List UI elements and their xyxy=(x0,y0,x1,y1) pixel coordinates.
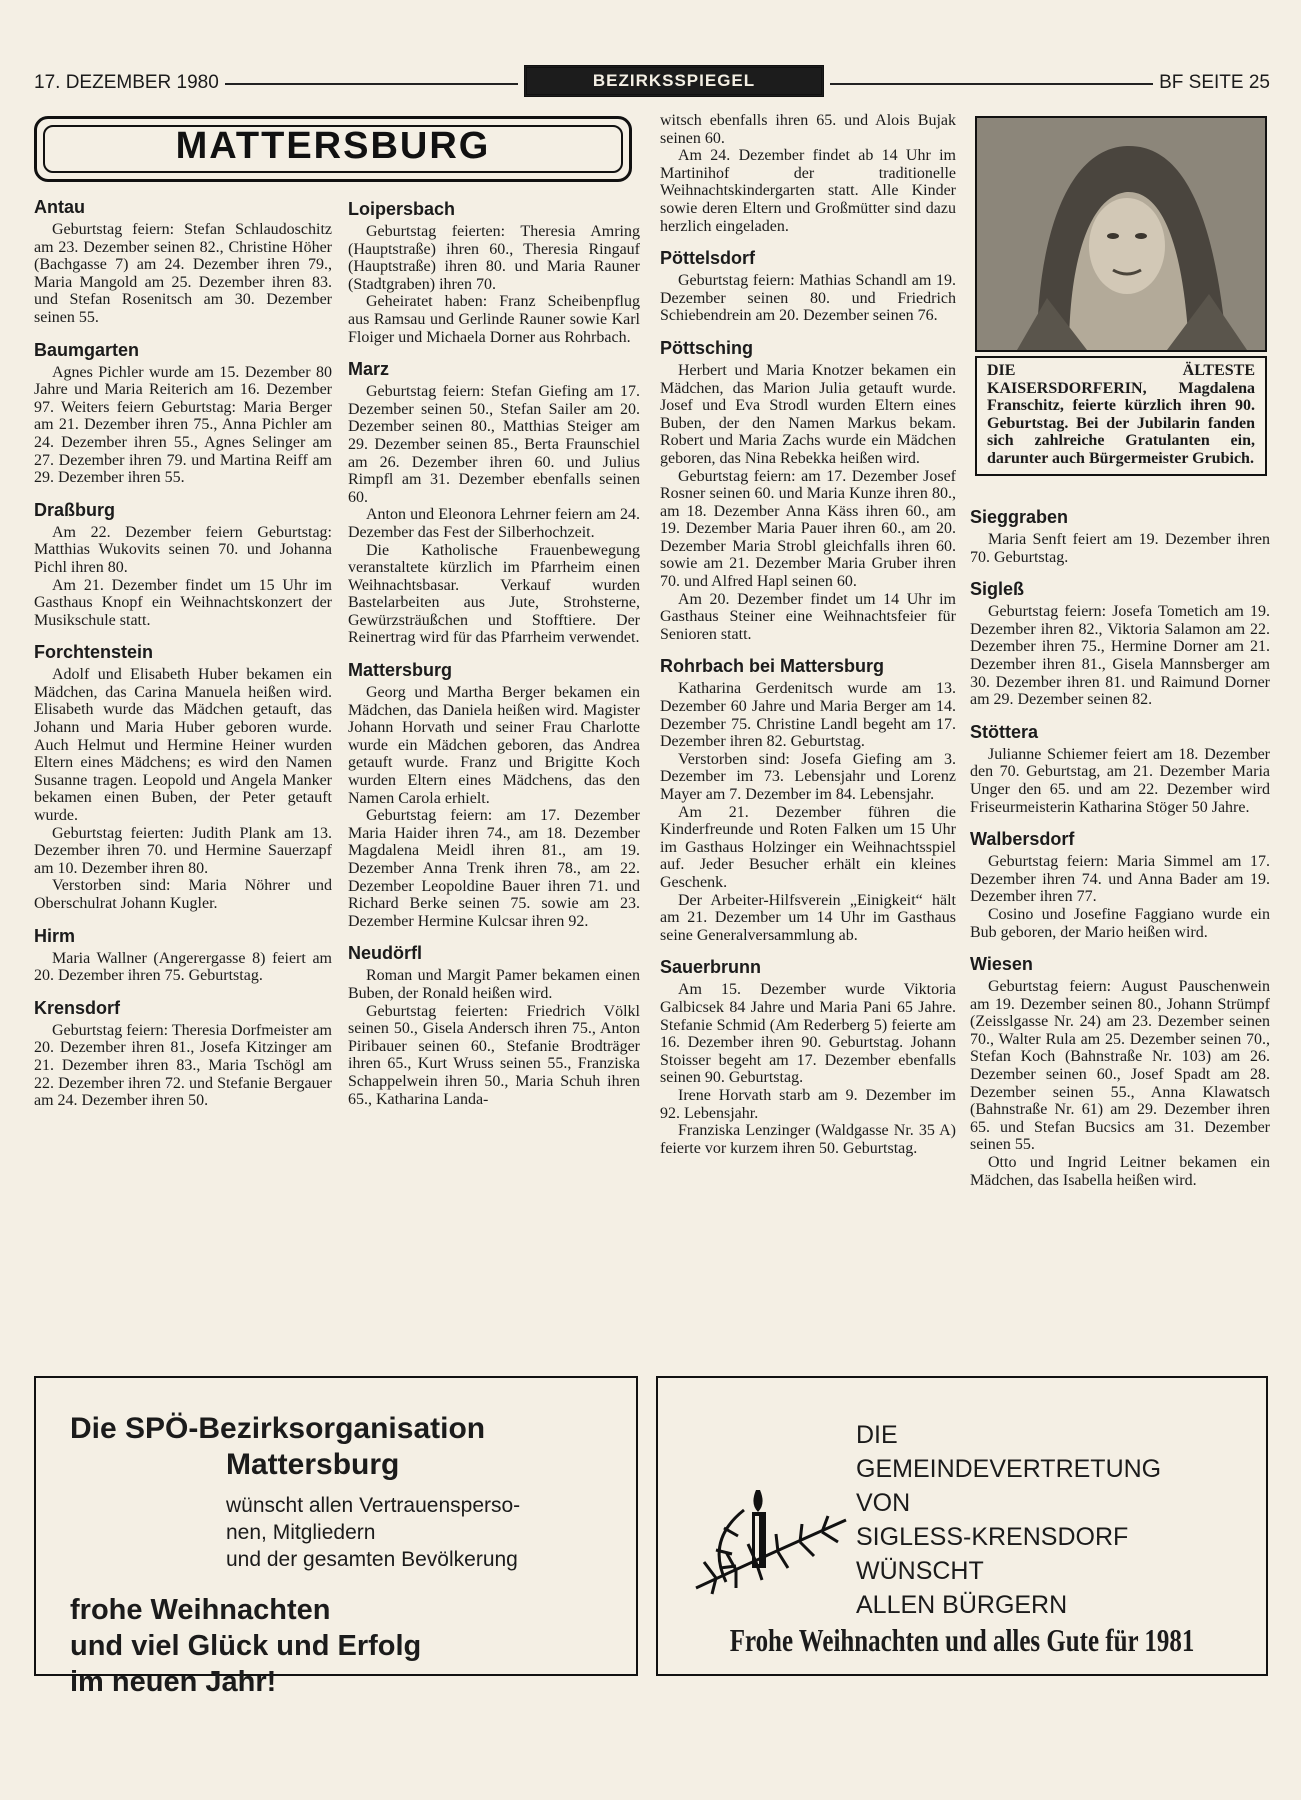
article-forchtenstein xyxy=(34,641,332,912)
ad-right-lines xyxy=(856,1418,1161,1622)
column-2 xyxy=(348,198,640,1120)
article-heading: Krensdorf xyxy=(34,997,121,1018)
article-paragraph: Otto und Ingrid Leitner bekamen ein Mädchen, das Isabella heißen wird. xyxy=(970,1154,1270,1189)
article-paragraph: Geburtstag feiern: Theresia Dorfmeister am 20. Dezember ihren 81., Josefa Kitzinger am 21. Dezember ihren 83., Maria Tschögl am 22. Dezember ihren 72. und Stefanie Bergauer am 24. Dezember ihren 50. xyxy=(34,1021,332,1110)
article-sauerbrunn xyxy=(660,956,956,1157)
article-paragraph: Am 22. Dezember feiern Geburtstag: Matthias Wukovits seinen 70. und Johanna Pichl ihren 80. xyxy=(34,523,332,576)
article-marz xyxy=(348,358,640,647)
ad-right-line: VON xyxy=(856,1489,911,1517)
ad-left-greeting-line: und viel Glück und Erfolg xyxy=(70,1630,422,1662)
article-paragraph: Geburtstag feiern: am 17. Dezember Maria Haider ihren 74., am 18. Dezember Magdalena Meidl ihren 81., am 19. Dezember Anna Trenk ihren 78., am 22. Dezember Leopoldine Bauer ihren 71. und Richard Berke seinen 75. sowie am 23. Dezember Hermine Kulcsar ihren 92. xyxy=(348,807,640,930)
gemeinde-advertisement xyxy=(656,1376,1268,1676)
article-paragraph: Geheiratet haben: Franz Scheibenpflug aus Ramsau und Gerlinde Rauner sowie Karl Floiger und Michaela Dorner aus Rohrbach. xyxy=(348,293,640,346)
article-sigleß xyxy=(970,578,1270,709)
portrait-photo xyxy=(975,116,1267,352)
ad-left-greeting-line: frohe Weihnachten xyxy=(70,1594,331,1626)
ad-left-body-line: nen, Mitgliedern xyxy=(226,1521,376,1544)
article-draßburg xyxy=(34,499,332,630)
candle-branch-icon xyxy=(686,1470,856,1600)
article-heading: Mattersburg xyxy=(348,660,453,681)
column-4 xyxy=(970,506,1270,1201)
article-antau xyxy=(34,196,332,327)
article-paragraph: Geburtstag feiern: August Pauschenwein am 19. Dezember seinen 80., Johann Strümpf (Zeisslgasse Nr. 24) am 23. Dezember seinen 70., Walter Rula am 25. Dezember seinen 70., Stefan Koch (Bahnstraße Nr. 103) am 26. Dezember seinen 60., Josef Spadt am 28. Dezember seinen 55., Anna Klawatsch (Bahnstraße Nr. 61) am 29. Dezember ihren 65. und Stefan Bucsics am 31. Dezember seinen 55. xyxy=(970,978,1270,1154)
article-pöttsching xyxy=(660,337,956,644)
article-paragraph: Anton und Eleonora Lehrner feiern am 24. Dezember das Fest der Silberhochzeit. xyxy=(348,506,640,541)
article-sieggraben xyxy=(970,506,1270,566)
article-paragraph: Georg und Martha Berger bekamen ein Mädchen, das Daniela heißen wird. Magister Johann Horvath und seiner Frau Charlotte wurde ein Mädchen geboren, das Andrea getauft wurde. Franz und Brigitte Koch wurden Eltern eines Mädchens, das den Namen Carola erhielt. xyxy=(348,684,640,807)
article-walbersdorf xyxy=(970,828,1270,941)
article-heading: Sieggraben xyxy=(970,507,1069,527)
masthead-label: BEZIRKSSPIEGEL xyxy=(524,65,824,97)
ad-left-line2: Mattersburg xyxy=(226,1448,400,1481)
article-paragraph: Katharina Gerdenitsch wurde am 13. Dezember 60 Jahre und Maria Berger am 14. Dezember 75. Christine Landl begeht am 17. Dezember ihren 82. Geburtstag. xyxy=(660,680,956,751)
article-neudörfl xyxy=(348,942,640,1108)
article-paragraph: Geburtstag feiern: Josefa Tometich am 19. Dezember ihren 82., Viktoria Salamon am 22. Dezember ihren 75., Hermine Dorner am 21. Dezember ihren 81., Gisela Mannsberger am 30. Dezember ihren 81. und Raimund Dorner am 29. Dezember seinen 82. xyxy=(970,603,1270,709)
article-heading: Stöttera xyxy=(970,721,1039,742)
article-paragraph: Geburtstag feiern: Stefan Schlaudoschitz am 23. Dezember seinen 82., Christine Höher (Bachgasse 7) am 24. Dezember ihren 79., Maria Mangold am 25. Dezember ihren 83. und Stefan Rosenitsch am 30. Dezember seinen 55. xyxy=(34,221,332,326)
article-paragraph: Verstorben sind: Josefa Giefing am 3. Dezember im 73. Lebensjahr und Lorenz Mayer am 7. Dezember im 84. Lebensjahr. xyxy=(660,750,956,803)
article-paragraph: Am 21. Dezember findet um 15 Uhr im Gasthaus Knopf ein Weihnachtskonzert der Musikschule statt. xyxy=(34,576,332,629)
article-heading: Draßburg xyxy=(34,499,115,520)
column-1 xyxy=(34,196,332,1122)
column-3 xyxy=(660,112,956,1169)
article-paragraph: Am 24. Dezember findet ab 14 Uhr im Martinihof der traditionelle Weihnachtskindergarten statt. Alle Kinder sowie deren Eltern und Großmütter sind dazu herzlich eingeladen. xyxy=(660,147,956,235)
article-heading: Walbersdorf xyxy=(970,829,1075,850)
article-pöttelsdorf xyxy=(660,247,956,325)
ad-right-line: WÜNSCHT xyxy=(856,1557,984,1585)
article-rohrbach-bei-mattersburg xyxy=(660,655,956,944)
article-paragraph: Maria Wallner (Angerergasse 8) feiert am 20. Dezember ihren 75. Geburtstag. xyxy=(34,949,332,985)
ad-right-line: GEMEINDEVERTRETUNG xyxy=(856,1455,1162,1483)
article-paragraph: Geburtstag feiern: Stefan Giefing am 17. Dezember seinen 50., Stefan Sailer am 20. Dezember seinen 80., Matthias Steiger am 29. Dezember seinen 85., Berta Fraunschiel am 26. Dezember ihren 60. und Julius Rimpfl am 31. Dezember ebenfalls seinen 60. xyxy=(348,383,640,506)
article-paragraph: Herbert und Maria Knotzer bekamen ein Mädchen, das Marion Julia getauft wurde. Josef und Eva Strodl wurden Eltern eines Buben, der den Namen Markus bekam. Robert und Maria Zachs wurde ein Mädchen geboren, das Nina Rebekka heißen wird. xyxy=(660,361,956,467)
article-heading: Marz xyxy=(348,359,390,380)
masthead xyxy=(518,65,830,95)
spoe-advertisement xyxy=(34,1376,638,1698)
page-number: BF SEITE 25 xyxy=(1153,72,1270,94)
article-paragraph: Geburtstag feierten: Judith Plank am 13. Dezember ihren 70. und Hermine Sauerzapf am 10. Dezember ihren 80. xyxy=(34,824,332,877)
article-heading: Rohrbach bei Mattersburg xyxy=(660,656,885,677)
article-paragraph: Geburtstag feiern: am 17. Dezember Josef Rosner seinen 60. und Maria Kunze ihren 80., am 18. Dezember Anna Käss ihren 60., am 19. Dezember Maria Pauer ihren 60., am 20. Dezember Maria Strobl gleichfalls ihren 60. sowie am 21. Dezember Maria Gruber ihren 70. und Alfred Hapl seinen 60. xyxy=(660,467,956,591)
article-krensdorf xyxy=(34,997,332,1110)
article-loipersbach xyxy=(348,198,640,346)
article-hirm xyxy=(34,925,332,985)
article-heading: Baumgarten xyxy=(34,339,140,360)
article-paragraph: Geburtstag feierten: Friedrich Völkl seinen 50., Gisela Andersch ihren 75., Anton Piribauer seinen 60., Stefanie Brodträger ihren 65., Kurt Wruss seinen 55., Franziska Schappelwein ihren 50., Maria Schuh ihren 65., Katharina Landa- xyxy=(348,1002,640,1108)
portrait-image xyxy=(977,118,1265,350)
article-heading: Hirm xyxy=(34,925,76,946)
article-paragraph: Der Arbeiter-Hilfsverein „Einigkeit“ hält am 21. Dezember um 14 Uhr im Gasthaus seine Generalversammlung ab. xyxy=(660,891,956,944)
ad-left-body-line: und der gesamten Bevölkerung xyxy=(226,1548,518,1571)
article-paragraph: Geburtstag feierten: Theresia Amring (Hauptstraße) ihren 60., Theresia Ringauf (Hauptstraße) ihren 80. und Maria Rauner (Stadtgraben) ihren 70. xyxy=(348,223,640,293)
article-heading: Antau xyxy=(34,197,85,217)
article-paragraph: Am 20. Dezember findet um 14 Uhr im Gasthaus Steiner eine Weihnachtsfeier für Senioren statt. xyxy=(660,590,956,643)
article-paragraph: Am 21. Dezember führen die Kinderfreunde und Roten Falken um 15 Uhr im Gasthaus Holzinger ein Weihnachtsspiel auf. Jeder Besucher erhält ein kleines Geschenk. xyxy=(660,803,956,891)
article-paragraph: Maria Senft feiert am 19. Dezember ihren 70. Geburtstag. xyxy=(970,531,1270,566)
article-wiesen xyxy=(970,953,1270,1189)
article-paragraph: Julianne Schiemer feiert am 18. Dezember den 70. Geburtstag, am 21. Dezember Maria Unger den 65. und am 22. Dezember wird Friseurmeisterin Katharina Stöger 50 Jahre. xyxy=(970,745,1270,816)
ad-left-body xyxy=(226,1492,616,1573)
article-heading: Sauerbrunn xyxy=(660,957,762,978)
article-paragraph: Irene Horvath starb am 9. Dezember im 92. Lebensjahr. xyxy=(660,1086,956,1122)
article-paragraph: Adolf und Elisabeth Huber bekamen ein Mädchen, das Carina Manuela heißen wird. Elisabeth wurde das Mädchen getauft, das Johann und Maria Huber geboren wurde. Auch Helmut und Hermine Heiner wurden Eltern eines Mädchens; es wird den Namen Susanne tragen. Leopold und Angela Manker bekamen einen Buben, der Peter getauft wurde. xyxy=(34,666,332,825)
article-paragraph: witsch ebenfalls ihren 65. und Alois Bujak seinen 60. xyxy=(660,112,956,147)
article-heading: Neudörfl xyxy=(348,943,422,964)
ad-right-greeting: Frohe Weihnachten und alles Gute für 1981 xyxy=(729,1622,1195,1658)
article-mattersburg xyxy=(348,659,640,930)
article-paragraph: Franziska Lenzinger (Waldgasse Nr. 35 A) feierte vor kurzem ihren 50. Geburtstag. xyxy=(660,1122,956,1157)
article-heading: Pöttelsdorf xyxy=(660,248,756,269)
article-paragraph: Geburtstag feiern: Mathias Schandl am 19. Dezember seinen 80. und Friedrich Schiebendrein am 20. Dezember seinen 76. xyxy=(660,272,956,325)
article-paragraph: Roman und Margit Pamer bekamen einen Buben, der Ronald heißen wird. xyxy=(348,967,640,1002)
page-header xyxy=(34,70,1270,98)
photo-caption: DIE ÄLTESTE KAISERSDORFERIN, Magdalena Franschitz, feierte kürzlich ihren 90. Geburtstag. Bei der Jubilarin fanden sich zahlreiche Gratulanten ein, darunter auch Bürgermeister Grubich. xyxy=(975,356,1267,476)
article-paragraph: Cosino und Josefine Faggiano wurde ein Bub geboren, der Mario heißen wird. xyxy=(970,905,1270,941)
article-baumgarten xyxy=(34,339,332,487)
article-heading: Pöttsching xyxy=(660,337,753,358)
article-heading: Forchtenstein xyxy=(34,642,154,663)
article-heading: Sigleß xyxy=(970,579,1025,600)
article-paragraph: Am 15. Dezember wurde Viktoria Galbicsek 84 Jahre und Maria Pani 65 Jahre. Stefanie Schmid (Am Rederberg 5) feierte am 16. Dezember ihren 90. Geburtstag. Johann Stoisser begeht am 17. Dezember ebenfalls seinen 90. Geburtstag. xyxy=(660,981,956,1087)
ad-left-line1: Die SPÖ-Bezirksorganisation xyxy=(70,1412,486,1445)
article-paragraph: Verstorben sind: Maria Nöhrer und Oberschulrat Johann Kugler. xyxy=(34,877,332,912)
article-stöttera xyxy=(970,721,1270,816)
article-paragraph: Agnes Pichler wurde am 15. Dezember 80 Jahre und Maria Reiterich am 16. Dezember 97. Weiters feiern Geburtstag: Maria Berger am 21. Dezember ihren 75., Anna Pichler am 24. Dezember ihren 55., Agnes Selinger am 27. Dezember ihren 79. und Martina Reiff am 29. Dezember ihren 55. xyxy=(34,363,332,487)
ad-right-line: ALLEN BÜRGERN xyxy=(856,1591,1068,1619)
ad-right-line: SIGLESS-KRENSDORF xyxy=(856,1523,1129,1551)
article-paragraph: Geburtstag feiern: Maria Simmel am 17. Dezember ihren 74. und Anna Bader am 19. Dezember ihren 77. xyxy=(970,853,1270,906)
ad-left-body-line: wünscht allen Vertrauensperso- xyxy=(226,1494,521,1517)
continued-article xyxy=(660,112,956,235)
article-paragraph: Die Katholische Frauenbewegung veranstaltete kürzlich im Pfarrheim einen Weihnachtsbasar. Verkauf wurden Bastelarbeiten aus Jute, Strohsterne, Gewürzsträußchen und Stofftiere. Der Reinertrag wird für das Pfarrheim verwendet. xyxy=(348,541,640,647)
ad-left-greeting-line: im neuen Jahr! xyxy=(70,1666,277,1698)
ad-right-line: DIE xyxy=(856,1421,898,1449)
article-heading: Loipersbach xyxy=(348,199,456,219)
ad-left-greeting xyxy=(70,1592,421,1700)
issue-date: 17. DEZEMBER 1980 xyxy=(34,72,225,94)
section-title-box xyxy=(34,116,632,182)
section-title: MATTERSBURG xyxy=(175,125,491,167)
article-heading: Wiesen xyxy=(970,954,1033,975)
